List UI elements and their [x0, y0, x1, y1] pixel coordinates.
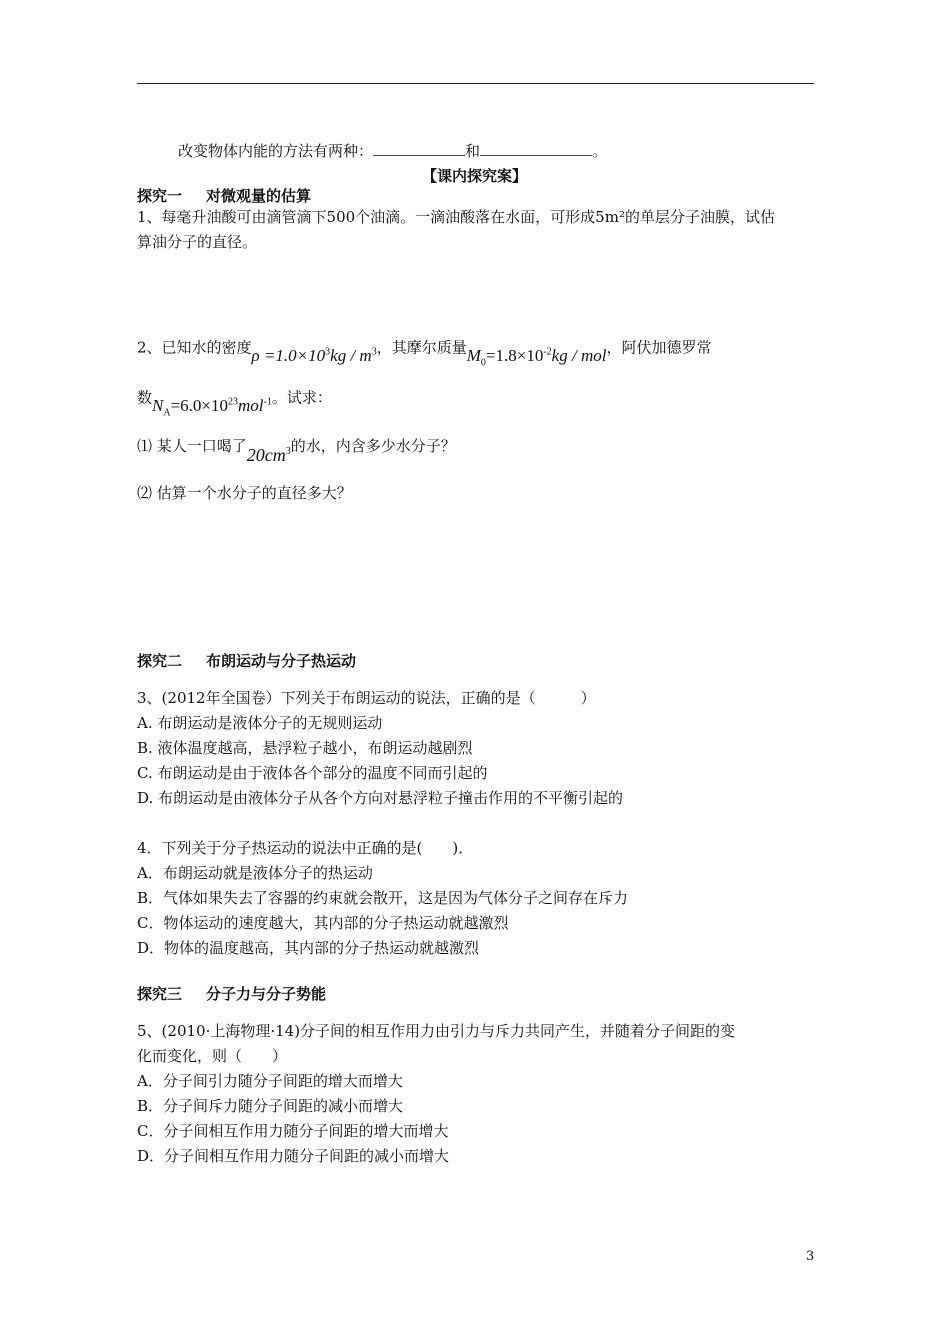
- q2-avogadro-formula: [152, 395, 272, 419]
- header-rule: [137, 83, 814, 84]
- q3-option-a: A. 布朗运动是液体分子的无规则运动: [137, 714, 383, 732]
- explore1-heading: [137, 186, 311, 206]
- q2-rho-unit-exp: 3: [371, 346, 377, 357]
- sub1-volume-val: 20cm: [246, 445, 286, 465]
- q4-option-d: D．物体的温度越高，其内部的分子热运动就越激烈: [137, 939, 480, 957]
- intro-text: 改变物体内能的方法有两种：: [178, 142, 374, 160]
- intro-line: [178, 141, 607, 161]
- q3-stem: 3、(2012年全国卷）下列关于布朗运动的说法，正确的是（ ）: [137, 689, 596, 707]
- q2-line1: [137, 334, 712, 369]
- explore2-title: 布朗运动与分子热运动: [206, 652, 357, 670]
- q2-rho-unit: kg / m: [330, 345, 372, 365]
- section-header: 【课内探究案】: [422, 167, 528, 185]
- q5-option-b: B．分子间斥力随分子间距的减小而增大: [137, 1097, 404, 1115]
- q2-N-exp: 23: [228, 396, 239, 407]
- q2-N-sub: A: [163, 407, 171, 419]
- q2-N-unit: mol: [238, 395, 264, 415]
- q5-option-d: D．分子间相互作用力随分子间距的减小而增大: [137, 1147, 450, 1165]
- q4-option-c: C．物体运动的速度越大，其内部的分子热运动就越激烈: [137, 914, 509, 932]
- intro-end: 。: [592, 142, 608, 160]
- q2-rho: ρ =1.0×10: [251, 345, 326, 365]
- q5-option-c: C．分子间相互作用力随分子间距的增大而增大: [137, 1122, 449, 1140]
- q2-M-val: =1.8×10: [485, 345, 544, 365]
- q2-prefix: 2、已知水的密度: [137, 338, 252, 357]
- sub1-prefix: ⑴ 某人一口喝了: [137, 437, 247, 455]
- q3-option-d: D. 布朗运动是由液体分子从各个方向对悬浮粒子撞击作用的不平衡引起的: [137, 789, 624, 807]
- q2-density-formula: [252, 346, 377, 365]
- q2-line2: [137, 384, 332, 419]
- q2-line2-prefix: 数: [137, 388, 153, 407]
- q2-mid: ，其摩尔质量: [376, 338, 467, 357]
- explore1-label: 探究一: [137, 187, 183, 205]
- intro-connector: 和: [465, 142, 481, 160]
- q3-option-b: B. 液体温度越高，悬浮粒子越小，布朗运动越剧烈: [137, 739, 473, 757]
- q2-M-sub: 0: [480, 357, 486, 369]
- q4-stem: 4．下列关于分子热运动的说法中正确的是( )．: [137, 839, 474, 857]
- explore3-label: 探究三: [137, 985, 183, 1003]
- q2-line2-suffix: 。试求：: [271, 388, 332, 407]
- explore2-heading: [137, 651, 356, 671]
- q4-option-a: A．布朗运动就是液体分子的热运动: [137, 864, 373, 882]
- q4-option-b: B．气体如果失去了容器的约束就会散开，这是因为气体分子之间存在斥力: [137, 889, 629, 907]
- answer-blank-1[interactable]: [373, 141, 465, 156]
- q2-N-unit-exp: -1: [263, 396, 272, 407]
- q2-N: N: [152, 395, 164, 415]
- answer-blank-2[interactable]: [480, 141, 592, 156]
- q2-molar-mass-formula: [466, 345, 607, 369]
- q2-suffix: ，阿伏加德罗常: [606, 338, 712, 357]
- sub1-suffix: 的水，内含多少水分子？: [290, 437, 456, 455]
- explore3-title: 分子力与分子势能: [206, 985, 327, 1003]
- q2-sub2: ⑵ 估算一个水分子的直径多大？: [137, 484, 352, 502]
- sub1-volume: [247, 445, 291, 465]
- q2-M: M: [466, 345, 481, 365]
- q5-line2: 化而变化，则（ ）: [137, 1047, 288, 1065]
- q5-line1: 5、(2010·上海物理·14)分子间的相互作用力由引力与斥力共同产生，并随着分子间距的变: [137, 1022, 736, 1040]
- q2-N-val: =6.0×10: [170, 395, 229, 415]
- q2-M-exp: -2: [543, 346, 552, 357]
- q3-option-c: C. 布朗运动是由于液体各个部分的温度不同而引起的: [137, 764, 488, 782]
- q1-line2: 算油分子的直径。: [137, 233, 258, 251]
- q2-M-unit: kg / mol: [551, 345, 607, 365]
- q2-rho-exp: 3: [325, 346, 331, 357]
- explore2-label: 探究二: [137, 652, 183, 670]
- q5-option-a: A．分子间引力随分子间距的增大而增大: [137, 1072, 403, 1090]
- explore1-title: 对微观量的估算: [206, 187, 312, 205]
- page-number: 3: [806, 1249, 815, 1264]
- q1-line1: 1、每毫升油酸可由滴管滴下500个油滴。一滴油酸落在水面，可形成5m²的单层分子油膜，试估: [137, 208, 775, 226]
- q2-sub1: [137, 432, 456, 465]
- explore3-heading: [137, 984, 326, 1004]
- sub1-volume-exp: 3: [285, 446, 291, 457]
